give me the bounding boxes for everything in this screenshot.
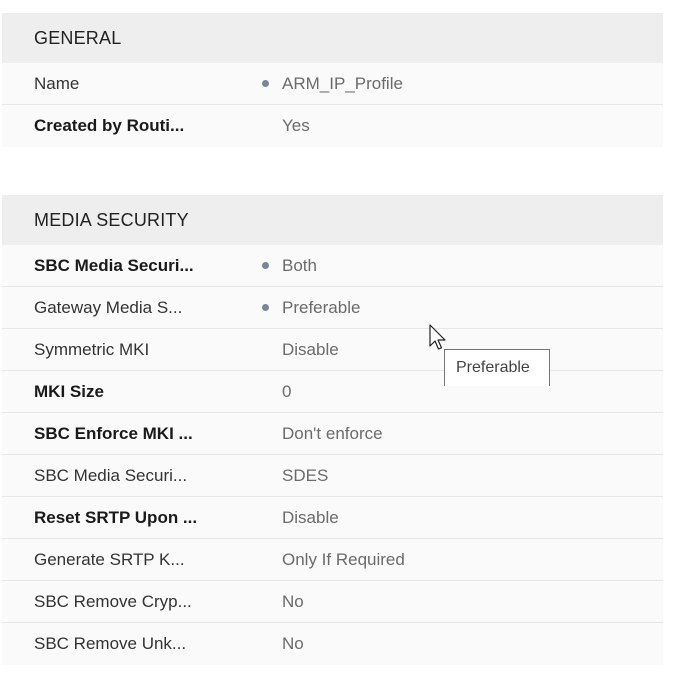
media-row-generate-srtp-keys[interactable] (2, 539, 663, 581)
row-label: MKI Size (34, 382, 104, 401)
row-value: Disable (282, 508, 339, 527)
media-row-sbc-media-security-method[interactable] (2, 455, 663, 497)
row-label: Symmetric MKI (34, 340, 150, 359)
general-section (2, 13, 663, 147)
row-label: Reset SRTP Upon ... (34, 508, 198, 527)
media-row-sbc-remove-unknown-crypto[interactable] (2, 623, 663, 665)
media-row-mki-size[interactable] (2, 371, 663, 413)
row-label: Name (34, 74, 80, 93)
row-label: SBC Media Securi... (34, 256, 194, 275)
media-row-gateway-media-security[interactable] (2, 287, 663, 329)
media-security-section (2, 195, 663, 665)
row-value: No (282, 634, 304, 653)
row-label: SBC Enforce MKI ... (34, 424, 193, 443)
media-row-sbc-remove-crypto[interactable] (2, 581, 663, 623)
row-label: SBC Remove Unk... (34, 634, 187, 653)
general-section-header: GENERAL (2, 13, 663, 63)
row-value: 0 (282, 382, 292, 401)
row-value: Only If Required (282, 550, 405, 569)
row-label: Generate SRTP K... (34, 550, 185, 569)
value-tooltip: Preferable (444, 349, 550, 386)
modified-dot-icon (262, 304, 269, 311)
row-value: Don't enforce (282, 424, 383, 443)
general-row-created-by-routing[interactable] (2, 105, 663, 147)
modified-dot-icon (262, 262, 269, 269)
media-row-reset-srtp-upon-rekey[interactable] (2, 497, 663, 539)
row-value: Preferable (282, 298, 361, 317)
modified-dot-icon (262, 80, 269, 87)
media-row-sbc-media-security-mode[interactable] (2, 245, 663, 287)
row-label: Created by Routi... (34, 116, 185, 135)
general-row-name[interactable] (2, 63, 663, 105)
row-value: No (282, 592, 304, 611)
row-value: SDES (282, 466, 329, 485)
row-value: Disable (282, 340, 339, 359)
media-row-sbc-enforce-mki[interactable] (2, 413, 663, 455)
row-value: ARM_IP_Profile (282, 74, 403, 93)
row-label: SBC Remove Cryp... (34, 592, 192, 611)
row-value: Both (282, 256, 317, 275)
media-row-symmetric-mki[interactable] (2, 329, 663, 371)
row-value: Yes (282, 116, 310, 135)
row-label: Gateway Media S... (34, 298, 183, 317)
row-label: SBC Media Securi... (34, 466, 188, 485)
media-security-section-header: MEDIA SECURITY (2, 195, 663, 245)
